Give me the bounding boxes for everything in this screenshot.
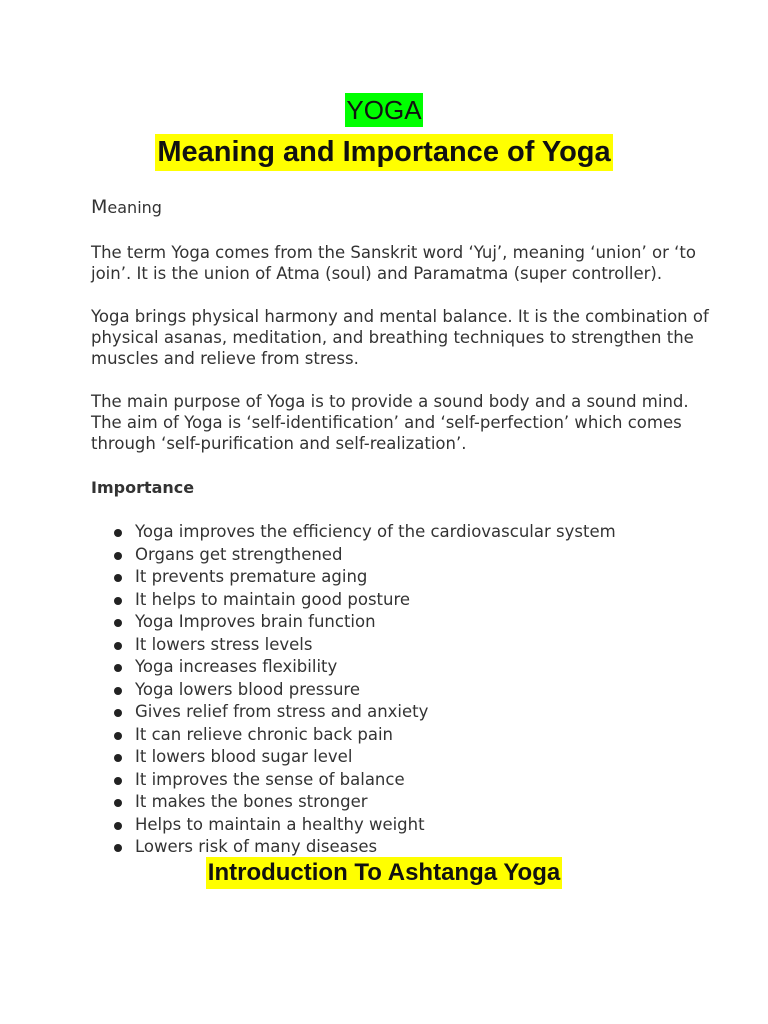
list-item [110,566,616,589]
bullet-icon [114,574,122,582]
paragraph-line: join’. It is the union of Atma (soul) and Paramatma (super controller). [91,264,663,283]
list-item-text: It improves the sense of balance [135,769,405,789]
paragraph-line: physical asanas, meditation, and breathing techniques to strengthen the [91,328,694,347]
page-title: Meaning and Importance of Yoga [155,134,612,171]
list-item-text: Gives relief from stress and anxiety [135,702,429,721]
bullet-icon [114,777,122,785]
bullet-icon [114,844,122,852]
paragraph-line: The aim of Yoga is ‘self-identification’ and ‘self-perfection’ which comes [91,413,682,432]
bullet-icon [114,642,122,650]
paragraph-definition [91,242,696,284]
bullet-icon [114,799,122,807]
bullet-icon [114,529,122,537]
list-item-text: It lowers stress levels [135,634,313,654]
kicker-row [0,93,768,127]
next-section-title: Introduction To Ashtanga Yoga [206,857,562,889]
bullet-icon [114,664,122,672]
paragraph-line: The main purpose of Yoga is to provide a sound body and a sound mind. [91,392,689,411]
list-item-text: Lowers risk of many diseases [135,837,378,856]
paragraph-line: through ‘self-purification and self-realization’. [91,434,467,453]
list-item-text: Organs get strengthened [135,544,343,564]
paragraph-line: The term Yoga comes from the Sanskrit word ‘Yuj’, meaning ‘union’ or ‘to [91,243,696,262]
importance-heading: Importance [91,478,195,497]
list-item-text: It prevents premature aging [135,567,368,586]
list-item [110,589,616,612]
meaning-heading [91,197,162,218]
bullet-icon [114,619,122,627]
list-item-text: Yoga improves the efficiency of the cardiovascular system [135,522,616,541]
bullet-icon [114,822,122,830]
meaning-heading-initial: M [91,196,108,218]
title-row [0,134,768,171]
next-section-row [0,857,768,889]
list-item-text: It can relieve chronic back pain [135,724,394,744]
meaning-heading-rest: eaning [107,198,162,217]
bullet-icon [114,709,122,717]
list-item-text: It lowers blood sugar level [135,747,353,766]
list-item-text: It helps to maintain good posture [135,589,411,609]
list-item [110,544,616,567]
list-item [110,656,616,679]
bullet-icon [114,552,122,560]
list-item-text: Helps to maintain a healthy weight [135,814,425,834]
list-item [110,769,616,792]
list-item [110,746,616,769]
list-item [110,814,616,837]
list-item [110,724,616,747]
list-item-text: Yoga lowers blood pressure [135,679,360,699]
document-kicker: YOGA [346,95,422,125]
list-item-text: It makes the bones stronger [135,792,368,811]
paragraph-purpose [91,391,691,454]
list-item [110,791,616,814]
list-item [110,634,616,657]
list-item [110,521,616,544]
paragraph-line: Yoga brings physical harmony and mental balance. It is the combination of [91,307,709,326]
list-item-text: Yoga increases flexibility [135,657,338,676]
paragraph-harmony [91,306,709,369]
list-item [110,611,616,634]
list-item [110,701,616,724]
list-item [110,836,616,859]
list-item-text: Yoga Improves brain function [135,612,376,631]
paragraph-line: muscles and relieve from stress. [91,349,359,368]
list-item [110,679,616,702]
bullet-icon [114,732,122,740]
importance-list [110,521,616,859]
bullet-icon [114,597,122,605]
bullet-icon [114,687,122,695]
bullet-icon [114,754,122,762]
